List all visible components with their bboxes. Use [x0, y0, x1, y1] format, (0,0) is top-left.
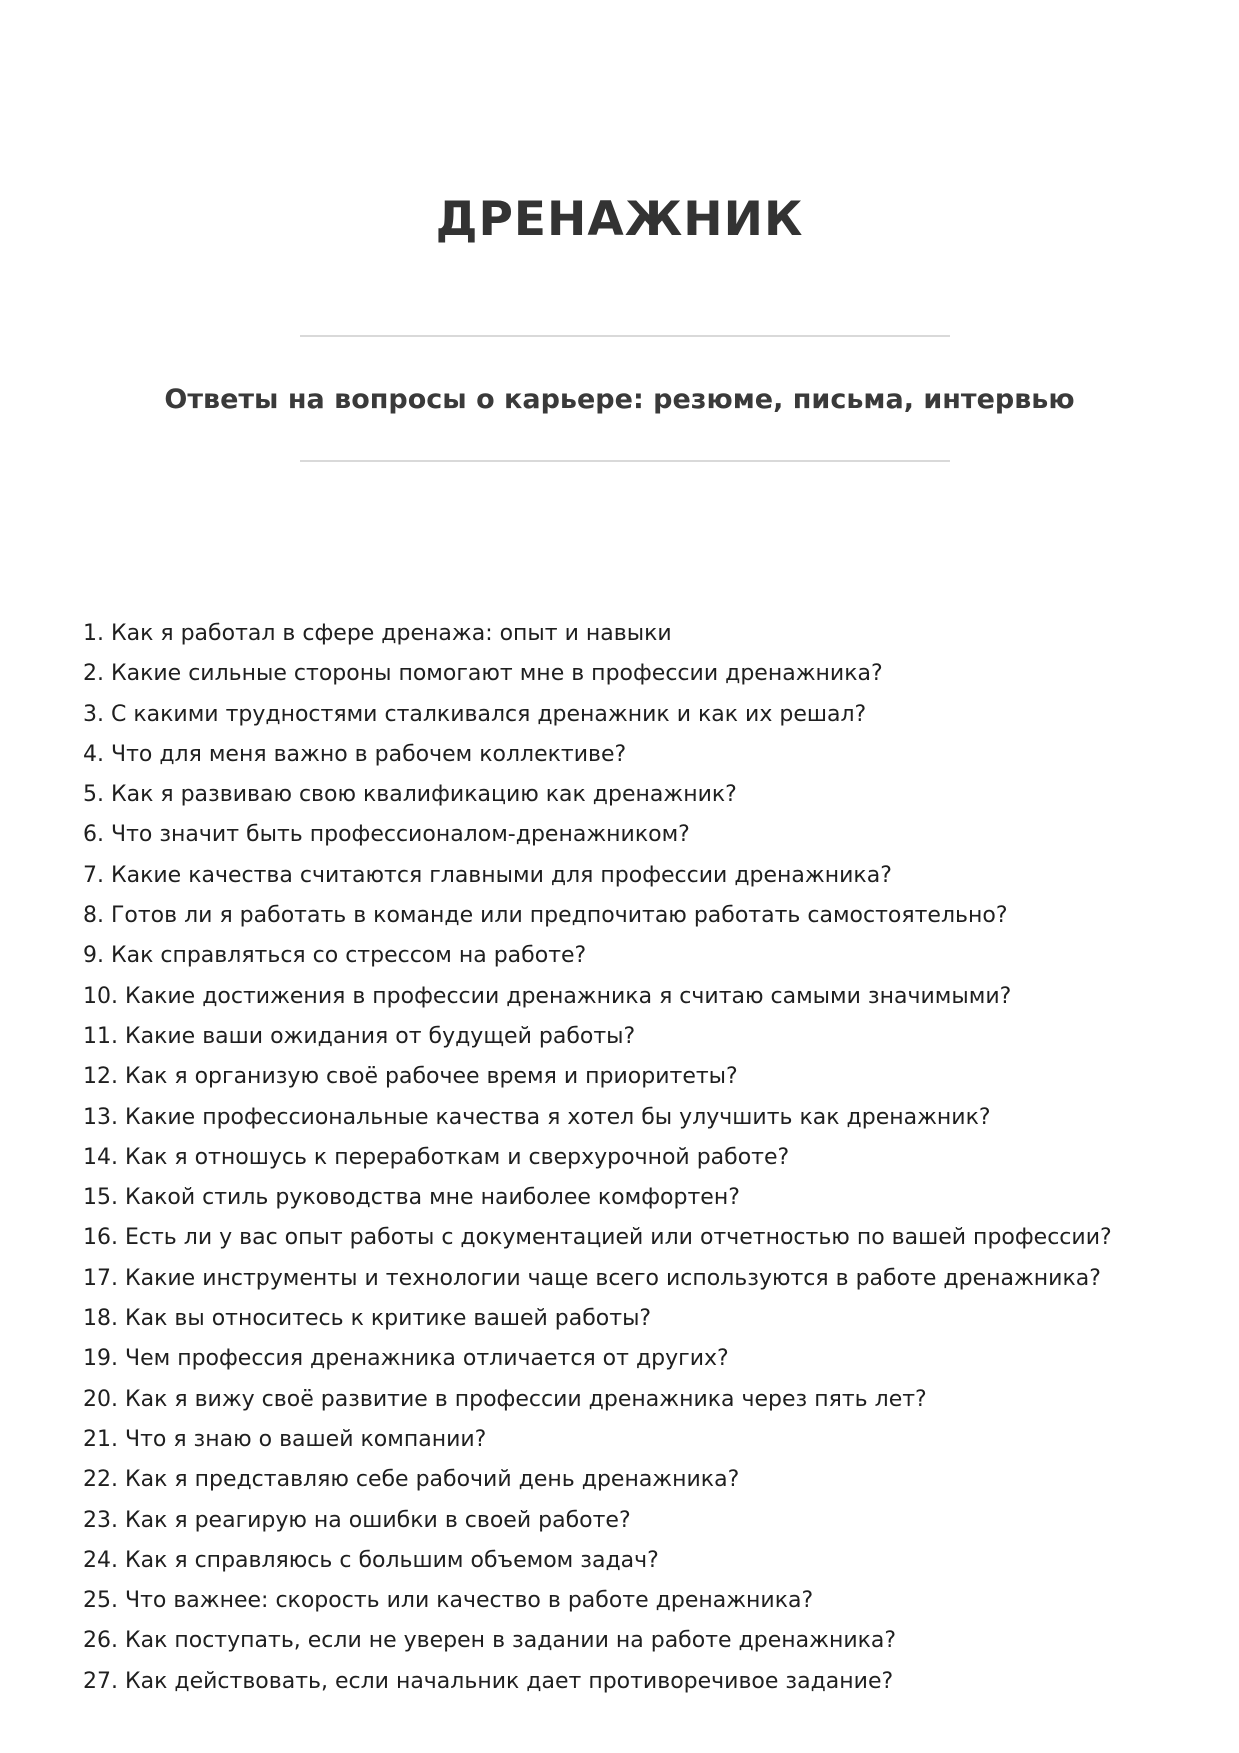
question-item: 4. Что для меня важно в рабочем коллективе? — [83, 741, 627, 767]
question-item: 23. Как я реагирую на ошибки в своей работе? — [83, 1507, 631, 1533]
question-item: 1. Как я работал в сфере дренажа: опыт и навыки — [83, 621, 672, 646]
question-item: 25. Что важнее: скорость или качество в работе дренажника? — [83, 1588, 814, 1614]
question-item: 7. Какие качества считаются главными для профессии дренажника? — [83, 862, 892, 888]
question-item: 18. Как вы относитесь к критике вашей работы? — [83, 1306, 652, 1332]
question-item: 19. Чем профессия дренажника отличается от других? — [83, 1346, 729, 1372]
question-item: 22. Как я представляю себе рабочий день дренажника? — [83, 1467, 740, 1493]
question-item: 6. Что значит быть профессионалом-дренажником? — [83, 822, 690, 848]
question-item: 26. Как поступать, если не уверен в задании на работе дренажника? — [83, 1628, 897, 1654]
question-item: 10. Какие достижения в профессии дренажника я считаю самыми значимыми? — [83, 983, 1012, 1009]
questions-list — [83, 614, 1183, 1702]
question-item: 5. Как я развиваю свою квалификацию как дренажник? — [83, 782, 737, 808]
question-item: 27. Как действовать, если начальник дает противоречивое задание? — [83, 1668, 894, 1694]
question-item: 20. Как я вижу своё развитие в профессии дренажника через пять лет? — [83, 1386, 927, 1412]
question-item: 11. Какие ваши ожидания от будущей работы? — [83, 1023, 636, 1049]
title-divider-bottom — [300, 460, 950, 462]
question-item: 24. Как я справляюсь с большим объемом задач? — [83, 1547, 659, 1573]
title-divider-top — [300, 335, 950, 337]
question-item: 9. Как справляться со стрессом на работе? — [83, 943, 587, 969]
question-item: 13. Какие профессиональные качества я хотел бы улучшить как дренажник? — [83, 1104, 991, 1130]
question-item: 14. Как я отношусь к переработкам и сверхурочной работе? — [83, 1144, 790, 1170]
question-item: 8. Готов ли я работать в команде или предпочитаю работать самостоятельно? — [83, 903, 1008, 929]
question-item: 17. Какие инструменты и технологии чаще всего используются в работе дренажника? — [83, 1265, 1101, 1291]
question-item: 12. Как я организую своё рабочее время и приоритеты? — [83, 1064, 738, 1090]
question-item: 15. Какой стиль руководства мне наиболее комфортен? — [83, 1185, 740, 1211]
question-item: 16. Есть ли у вас опыт работы с документацией или отчетностью по вашей профессии? — [83, 1225, 1112, 1251]
page-subtitle: Ответы на вопросы о карьере: резюме, письма, интервью — [164, 384, 1075, 415]
question-item: 21. Что я знаю о вашей компании? — [83, 1426, 487, 1452]
page-title: ДРЕНАЖНИК — [435, 192, 804, 247]
question-item: 2. Какие сильные стороны помогают мне в профессии дренажника? — [83, 661, 883, 687]
question-item: 3. С какими трудностями сталкивался дренажник и как их решал? — [83, 701, 867, 727]
